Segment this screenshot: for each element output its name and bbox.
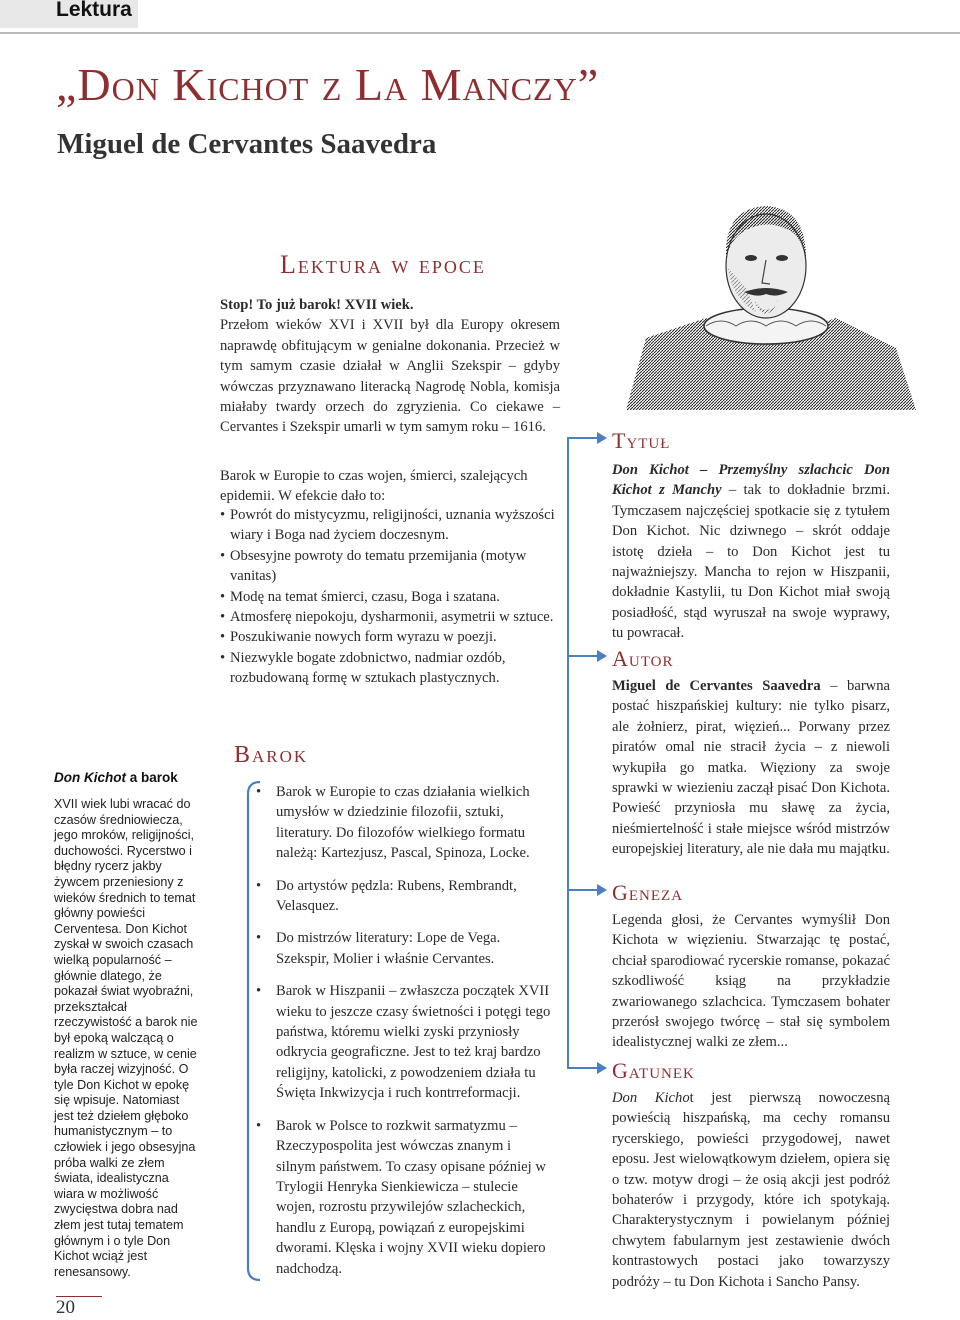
epoch-lead: Stop! To już barok! XVII wiek.	[220, 297, 414, 313]
list-item: • Barok w Polsce to rozkwit sarmatyzmu – Rzeczypospolita jest wówczas znanym i silnym państwem. To czasy opisane później w Trylogii Henryka Sienkiewicza – stulecie wojen, rozrostu przywilejów szlacheckich, handlu z Europą, powiązań z europejskimi dworami. Klęska i wojny XVII wieku dopiero nadchodzą.	[256, 1117, 546, 1277]
gatunek-text: Don Kichot jest pierwszą nowoczesną powieścią hiszpańską, ma cechy romansu rycerskiego, powieści przygodowej, nawet eposu. Jest wielowątkowym dziełem, opiera się o tzw. motyw drogi – że osią akcji jest podróż bohaterów i przygody, które ich spotykają. Charakterystycznym i powielanym później chwytem fabularnym jest zestawienie dwóch kontrastowych postaci jako towarzyszy podróży – tu Don Kichota i Sancho Pansy.	[612, 1090, 890, 1290]
header-rule	[0, 32, 960, 34]
barok-bracket	[244, 778, 264, 1283]
tytul-heading: Tytuł	[612, 428, 671, 453]
tytul-text: Don Kichot – Przemyślny szlachcic Don Kichot z Manchy – tak to dokładnie brzmi. Tymczasem najczęściej spotkacie się z tytułem Don Kichot. Nic dziwnego – skrót oddaje istotę dzieła – to Don Kichot jest tu najważniejszy. Mancha to rejon w Hiszpanii, dokładnie Kastylii, tu Don Kichot miał swoją posiadłość, stąd wyruszał na swoje wyprawy, tu powracał.	[612, 462, 890, 642]
geneza-heading: Geneza	[612, 880, 684, 905]
geneza-text: Legenda głosi, że Cervantes wymyślił Don Kichota w więzieniu. Stwarzając tę postać, chciał sparodiować rycerskie romanse, pokazać szkodliwość ksiąg na przykładzie zwariowanego szlachcica. Tymczasem bohater przerósł swojego twórcę – stał się symbolem idealistycznej walki ze złem...	[612, 912, 890, 1051]
epoch-paragraph-1: Przełom wieków XVI i XVII był dla Europy okresem naprawdę obfitującym w genialne dokonania. Przecież w tym samym czasie działał w Anglii Szekspir – gdyby wówczas przyznawano literacką Nagrodę Nobla, komisja miałaby twardy orzech do zgryzienia. Co ciekawe – Cervantes i Szekspir umarli w tym samym roku – 1616.	[220, 317, 560, 436]
list-item: • Do mistrzów literatury: Lope de Vega. Szekspir, Molier i właśnie Cervantes.	[256, 930, 501, 967]
epoch-intro	[220, 295, 560, 438]
tytul-arrow-icon	[567, 430, 609, 446]
list-item: • Do artystów pędzla: Rubens, Rembrandt, Velasquez.	[256, 877, 517, 915]
sidebar-title: Don Kichot a barok	[54, 770, 178, 785]
autor-heading: Autor	[612, 646, 674, 671]
list-item: • Obsesyjne powroty do tematu przemijania (motyw vanitas)	[220, 547, 527, 585]
barok-heading: Barok	[234, 742, 309, 768]
epoch-paragraph-2: Barok w Europie to czas wojen, śmierci, szalejących epidemii. W efekcie dało to:	[220, 468, 528, 505]
list-item: • Modę na temat śmierci, czasu, Boga i szatana.	[220, 588, 500, 605]
author-subtitle: Miguel de Cervantes Saavedra	[57, 128, 437, 160]
autor-text: Miguel de Cervantes Saavedra – barwna postać hiszpańskiej kultury: nie tylko pisarz, ale żołnierz, pirat, więzień... Porwany przez piratów omal nie stracił życia – z niewoli wykupiła go matka. Więziony za swoje sprawki w wiezieniu zaczął pisać Don Kichota. Powieść przyniosła mu sławę za życia, nieśmiertelność i stałe miejsce wśród mistrzów europejskiej literatury, ale nie dała mu majątku.	[612, 678, 890, 858]
list-item: • Atmosferę niepokoju, dysharmonii, asymetrii w sztuce.	[220, 609, 554, 626]
list-item: • Niezwykle bogate zdobnictwo, nadmiar ozdób, rozbudowaną formę w sztukach plastycznych.	[220, 649, 506, 687]
page-number: 20	[56, 1297, 75, 1318]
barok-list	[256, 782, 551, 1291]
list-item: • Poszukiwanie nowych form wyrazu w poezji.	[220, 629, 497, 646]
right-connector-line	[567, 438, 570, 1068]
sidebar-box	[54, 770, 199, 1280]
list-item: • Barok w Europie to czas działania wielkich umysłów w dziedzinie filozofii, sztuki, literatury. Do filozofów wielkiego formatu należą: Kartezjusz, Pascal, Spinoza, Locke.	[256, 784, 530, 862]
geneza-arrow-icon	[567, 882, 609, 898]
page-title: „Don Kichot z La Manczy”	[56, 59, 600, 110]
gatunek-heading: Gatunek	[612, 1058, 695, 1083]
list-item: • Powrót do mistycyzmu, religijności, uznania wyższości wiary i Boga nad życiem doczesnym.	[220, 507, 555, 544]
section-label: Lektura	[56, 0, 132, 21]
epoch-list	[220, 505, 560, 689]
cervantes-portrait	[606, 188, 924, 410]
gatunek-arrow-icon	[567, 1060, 609, 1076]
sidebar-text: XVII wiek lubi wracać do czasów średniowiecza, jego mroków, religijności, duchowości. Rycerstwo i błędny rycerz jakby żywcem przeniesiony z wieków średnich to temat główny powieści Cerventesa. Don Kichot zyskał w swoich czasach wielką popularność – głównie dlatego, że pokazał świat wyobraźni, przekształcał rzeczywistość a barok nie był epoką walczącą o realizm w sztuce, w cenie była raczej wizyjność. O tyle Don Kichot w epokę się wpisuje. Natomiast jest też dziełem głęboko humanistycznym – to człowiek i jego obsesyjna próba walki ze złem świata, idealistyczna wiara w możliwość zwycięstwa dobra nad złem jest tutaj tematem głównym i o tyle Don Kichot wciąż jest renesansowy.	[54, 797, 198, 1279]
list-item: • Barok w Hiszpanii – zwłaszcza początek XVII wieku to jeszcze czasy świetności i potęgi tego państwa, któremu wielki zyski przyniosły odkrycia geograficzne. Jest to też kraj bardzo religijny, katolicki, z powodzeniem działa tu Święta Inkwizycja i ruch kontrreformacji.	[256, 983, 551, 1102]
autor-arrow-icon	[567, 648, 609, 664]
epoch-heading: Lektura w epoce	[280, 250, 486, 279]
